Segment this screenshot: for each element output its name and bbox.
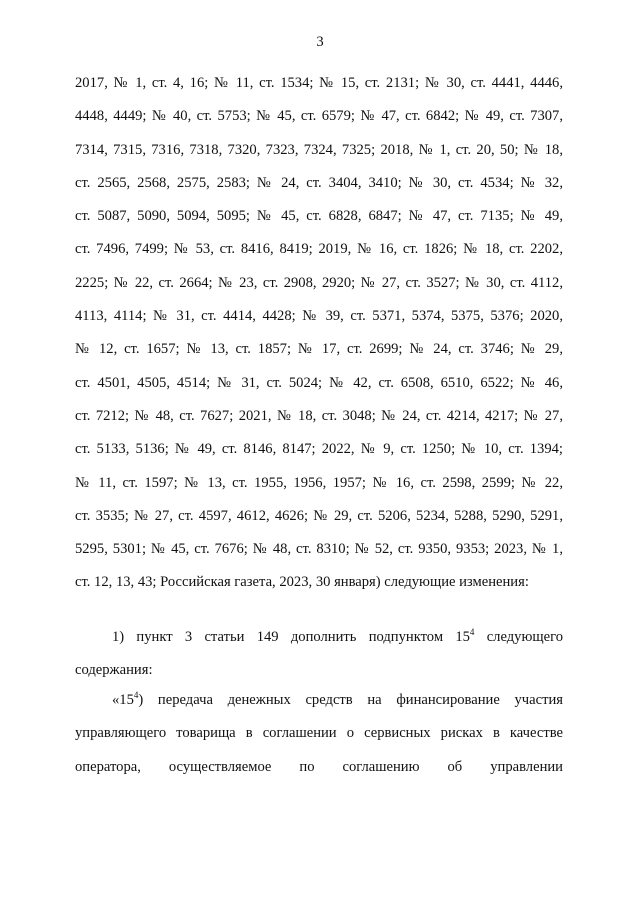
page-number: 3 (316, 34, 324, 50)
quote-superscript: 4 (133, 690, 139, 700)
text-line: 7314, 7315, 7316, 7318, 7320, 7323, 7324, 7325; 2018, № 1, ст. 20, 50; № 18, (75, 141, 563, 158)
quote-line-3: оператора, осуществляемое по соглашению об управлении (75, 758, 563, 775)
item-1-line (75, 626, 563, 648)
text-line: 4448, 4449; № 40, ст. 5753; № 45, ст. 6579; № 47, ст. 6842; № 49, ст. 7307, (75, 108, 563, 125)
text-line: 2225; № 22, ст. 2664; № 23, ст. 2908, 2920; № 27, ст. 3527; № 30, ст. 4112, (75, 274, 563, 291)
item-1-superscript: 4 (469, 627, 475, 637)
text-line: № 11, ст. 1597; № 13, ст. 1955, 1956, 1957; № 16, ст. 2598, 2599; № 22, (75, 474, 563, 491)
quote-text: ) передача денежных средств на финансирование участия (138, 692, 563, 708)
quote-line-2: управляющего товарища в соглашении о сервисных рисках в качестве (75, 725, 563, 742)
text-line: ст. 5133, 5136; № 49, ст. 8146, 8147; 2022, № 9, ст. 1250; № 10, ст. 1394; (75, 441, 563, 458)
text-line: ст. 3535; № 27, ст. 4597, 4612, 4626; № 29, ст. 5206, 5234, 5288, 5290, 5291, (75, 507, 563, 524)
text-line: 2017, № 1, ст. 4, 16; № 11, ст. 1534; № 15, ст. 2131; № 30, ст. 4441, 4446, (75, 75, 563, 91)
amendment-item-1 (75, 626, 563, 681)
text-line: ст. 5087, 5090, 5094, 5095; № 45, ст. 6828, 6847; № 47, ст. 7135; № 49, (75, 208, 563, 225)
text-line: 4113, 4114; № 31, ст. 4414, 4428; № 39, ст. 5371, 5374, 5375, 5376; 2020, (75, 308, 563, 325)
quote-open: «15 (112, 692, 134, 708)
text-line: ст. 2565, 2568, 2575, 2583; № 24, ст. 3404, 3410; № 30, ст. 4534; № 32, (75, 174, 563, 191)
text-line: 5295, 5301; № 45, ст. 7676; № 48, ст. 8310; № 52, ст. 9350, 9353; 2023, № 1, (75, 541, 563, 558)
text-line: ст. 7212; № 48, ст. 7627; 2021, № 18, ст. 3048; № 24, ст. 4214, 4217; № 27, (75, 407, 563, 424)
text-line: ст. 4501, 4505, 4514; № 31, ст. 5024; № 42, ст. 6508, 6510, 6522; № 46, (75, 374, 563, 391)
references-paragraph (75, 72, 563, 593)
item-1-line-2: содержания: (75, 662, 153, 679)
text-line: № 12, ст. 1657; № 13, ст. 1857; № 17, ст. 2699; № 24, ст. 3746; № 29, (75, 341, 563, 358)
quoted-subparagraph (75, 689, 563, 778)
text-line: ст. 7496, 7499; № 53, ст. 8416, 8419; 2019, № 16, ст. 1826; № 18, ст. 2202, (75, 241, 563, 258)
quote-line-1 (75, 689, 563, 711)
item-1-text-end: следующего (474, 629, 563, 645)
item-1-text: 1) пункт 3 статьи 149 дополнить подпунктом 15 (112, 629, 470, 645)
text-line: ст. 12, 13, 43; Российская газета, 2023, 30 января) следующие изменения: (75, 574, 529, 591)
